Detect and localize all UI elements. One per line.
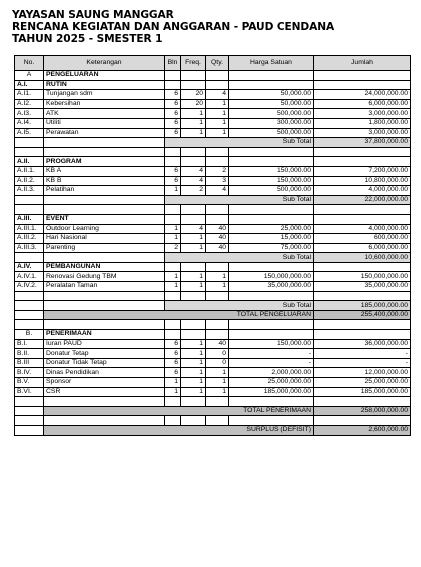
cell-no[interactable]: B.IV.	[15, 368, 44, 378]
table-row	[15, 234, 411, 244]
cell-no[interactable]	[15, 320, 44, 330]
col-header-harga[interactable]: Harga Satuan	[229, 56, 314, 71]
cell-harga[interactable]	[229, 320, 314, 330]
cell-no[interactable]	[15, 397, 44, 407]
cell-bln[interactable]: 6	[165, 166, 181, 176]
org-name: YAYASAN SAUNG MANGGAR	[12, 9, 174, 21]
table-row	[15, 128, 411, 138]
cell-qty[interactable]: 40	[206, 339, 229, 349]
cell-bln[interactable]: 1	[165, 224, 181, 234]
cell-bln[interactable]: 6	[165, 128, 181, 138]
cell-bln[interactable]: 6	[165, 118, 181, 128]
cell-bln[interactable]: 1	[165, 234, 181, 244]
cell-qty[interactable]: 1	[206, 387, 229, 397]
cell-qty[interactable]: 1	[206, 378, 229, 388]
total-label-cell[interactable]: TOTAL PENERIMAAN	[44, 406, 314, 416]
cell-bln[interactable]	[165, 397, 181, 407]
cell-keterangan[interactable]	[44, 320, 165, 330]
blank-row	[15, 416, 411, 426]
col-header-keterangan[interactable]: Keterangan	[44, 56, 165, 71]
cell-freq[interactable]	[181, 147, 206, 157]
cell-freq[interactable]: 1	[181, 109, 206, 119]
table-row	[15, 166, 411, 176]
cell-bln[interactable]	[165, 147, 181, 157]
cell-freq[interactable]: 1	[181, 272, 206, 282]
cell-harga[interactable]	[229, 330, 314, 340]
cell-no[interactable]: B.III	[15, 358, 44, 368]
group-label[interactable]: PEMBANGUNAN	[44, 262, 165, 272]
cell-freq[interactable]	[181, 291, 206, 301]
cell-keterangan[interactable]: Donatur Tidak Tetap	[44, 358, 165, 368]
cell-jumlah[interactable]	[314, 320, 411, 330]
cell-keterangan[interactable]: Donatur Tetap	[44, 349, 165, 359]
cell-keterangan[interactable]	[44, 195, 165, 205]
cell-jumlah[interactable]: -	[314, 358, 411, 368]
subtotal-label-cell[interactable]: Sub Total	[165, 138, 314, 148]
cell-harga[interactable]: 185,000,000.00	[229, 387, 314, 397]
cell-no[interactable]	[15, 425, 44, 435]
cell-keterangan[interactable]: Tunjangan sdm	[44, 90, 165, 100]
cell-harga[interactable]	[229, 416, 314, 426]
cell-bln[interactable]: 6	[165, 109, 181, 119]
cell-freq[interactable]: 1	[181, 118, 206, 128]
cell-qty[interactable]: 4	[206, 186, 229, 196]
cell-qty[interactable]: 1	[206, 99, 229, 109]
cell-freq[interactable]: 20	[181, 99, 206, 109]
table-row	[15, 224, 411, 234]
cell-no[interactable]	[15, 310, 44, 320]
cell-keterangan[interactable]	[44, 205, 165, 215]
cell-bln[interactable]: 1	[165, 387, 181, 397]
cell-harga[interactable]: 2,000,000.00	[229, 368, 314, 378]
cell-no[interactable]: A.I3.	[15, 109, 44, 119]
section-row	[15, 330, 411, 340]
cell-jumlah[interactable]	[314, 80, 411, 90]
cell-jumlah[interactable]: 3,000,000.00	[314, 109, 411, 119]
cell-bln[interactable]	[165, 205, 181, 215]
group-row	[15, 157, 411, 167]
blank-row	[15, 205, 411, 215]
cell-qty[interactable]: 1	[206, 128, 229, 138]
cell-no[interactable]: A.II.3.	[15, 186, 44, 196]
table-row	[15, 243, 411, 253]
cell-no[interactable]: B.VI.	[15, 387, 44, 397]
cell-freq[interactable]	[181, 157, 206, 167]
total-value[interactable]: 258,000,000.00	[314, 406, 411, 416]
cell-harga[interactable]: 500,000.00	[229, 186, 314, 196]
cell-jumlah[interactable]	[314, 416, 411, 426]
cell-qty[interactable]	[206, 214, 229, 224]
cell-bln[interactable]: 6	[165, 90, 181, 100]
table-row	[15, 387, 411, 397]
cell-freq[interactable]	[181, 320, 206, 330]
total-row	[15, 425, 411, 435]
cell-bln[interactable]: 6	[165, 349, 181, 359]
cell-harga[interactable]	[229, 397, 314, 407]
cell-freq[interactable]: 1	[181, 243, 206, 253]
cell-jumlah[interactable]	[314, 205, 411, 215]
cell-keterangan[interactable]	[44, 301, 165, 311]
cell-no[interactable]	[15, 406, 44, 416]
cell-jumlah[interactable]	[314, 330, 411, 340]
cell-no[interactable]: A.I1.	[15, 90, 44, 100]
total-label-cell[interactable]: TOTAL PENGELUARAN	[44, 310, 314, 320]
col-header-no[interactable]: No.	[15, 56, 44, 71]
total-row	[15, 406, 411, 416]
cell-bln[interactable]: 1	[165, 282, 181, 292]
cell-keterangan[interactable]: Parenting	[44, 243, 165, 253]
cell-freq[interactable]: 1	[181, 339, 206, 349]
cell-qty[interactable]: 1	[206, 368, 229, 378]
cell-qty[interactable]	[206, 205, 229, 215]
subtotal-row	[15, 195, 411, 205]
cell-keterangan[interactable]	[44, 416, 165, 426]
cell-bln[interactable]: 6	[165, 339, 181, 349]
cell-keterangan[interactable]: Iuran PAUD	[44, 339, 165, 349]
cell-harga[interactable]: -	[229, 358, 314, 368]
cell-bln[interactable]: 2	[165, 243, 181, 253]
cell-jumlah[interactable]	[314, 157, 411, 167]
cell-freq[interactable]: 1	[181, 368, 206, 378]
table-row	[15, 90, 411, 100]
table-row	[15, 378, 411, 388]
cell-no[interactable]: B.II.	[15, 349, 44, 359]
cell-qty[interactable]	[206, 157, 229, 167]
table-row	[15, 368, 411, 378]
cell-qty[interactable]	[206, 397, 229, 407]
cell-harga[interactable]: 500,000.00	[229, 109, 314, 119]
cell-no[interactable]: A.IV.2.	[15, 282, 44, 292]
cell-qty[interactable]: 40	[206, 243, 229, 253]
cell-keterangan[interactable]: Perawatan	[44, 128, 165, 138]
cell-harga[interactable]: 150,000.00	[229, 176, 314, 186]
cell-harga[interactable]: 50,000.00	[229, 90, 314, 100]
group-no[interactable]: A.II.	[15, 157, 44, 167]
subtotal-label-cell[interactable]: Sub Total	[165, 253, 314, 263]
blank-row	[15, 291, 411, 301]
cell-keterangan[interactable]: Dinas Pendidikan	[44, 368, 165, 378]
cell-bln[interactable]: 6	[165, 358, 181, 368]
table-row	[15, 109, 411, 119]
cell-no[interactable]	[15, 147, 44, 157]
cell-jumlah[interactable]: 12,000,000.00	[314, 368, 411, 378]
cell-keterangan[interactable]	[44, 138, 165, 148]
table-row	[15, 282, 411, 292]
section-label[interactable]: PENERIMAAN	[44, 330, 165, 340]
cell-keterangan[interactable]: Pelatihan	[44, 186, 165, 196]
cell-no[interactable]: A.IV.1.	[15, 272, 44, 282]
cell-bln[interactable]: 6	[165, 368, 181, 378]
cell-harga[interactable]: 35,000,000.00	[229, 282, 314, 292]
cell-no[interactable]	[15, 205, 44, 215]
cell-freq[interactable]: 1	[181, 387, 206, 397]
subtotal-value[interactable]: 10,600,000.00	[314, 253, 411, 263]
cell-jumlah[interactable]	[314, 262, 411, 272]
table-row	[15, 339, 411, 349]
cell-jumlah[interactable]: 7,200,000.00	[314, 166, 411, 176]
col-header-freq[interactable]: Freq.	[181, 56, 206, 71]
cell-no[interactable]: A.III.3.	[15, 243, 44, 253]
cell-qty[interactable]	[206, 416, 229, 426]
cell-keterangan[interactable]: Hari Nasional	[44, 234, 165, 244]
subtotal-value[interactable]: 37,800,000.00	[314, 138, 411, 148]
period-title: TAHUN 2025 - SMESTER 1	[12, 33, 163, 45]
cell-harga[interactable]: 25,000,000.00	[229, 378, 314, 388]
cell-jumlah[interactable]: 25,000,000.00	[314, 378, 411, 388]
cell-jumlah[interactable]: 10,800,000.00	[314, 176, 411, 186]
group-no[interactable]: A.IV.	[15, 262, 44, 272]
cell-freq[interactable]	[181, 397, 206, 407]
subtotal-label-cell[interactable]: Sub Total	[165, 195, 314, 205]
cell-qty[interactable]: 3	[206, 176, 229, 186]
cell-harga[interactable]: -	[229, 349, 314, 359]
total-value[interactable]: 255,400,000.00	[314, 310, 411, 320]
cell-no[interactable]	[15, 301, 44, 311]
group-no[interactable]: A.III.	[15, 214, 44, 224]
group-label[interactable]: EVENT	[44, 214, 165, 224]
cell-no[interactable]	[15, 195, 44, 205]
cell-no[interactable]: A.I2.	[15, 99, 44, 109]
group-label[interactable]: RUTIN	[44, 80, 165, 90]
subtotal-value[interactable]: 22,000,000.00	[314, 195, 411, 205]
cell-no[interactable]: A.II.1.	[15, 166, 44, 176]
cell-freq[interactable]: 4	[181, 176, 206, 186]
cell-keterangan[interactable]: KB B	[44, 176, 165, 186]
cell-keterangan[interactable]: ATK	[44, 109, 165, 119]
table-row	[15, 176, 411, 186]
cell-keterangan[interactable]: CSR	[44, 387, 165, 397]
cell-qty[interactable]: 2	[206, 166, 229, 176]
cell-bln[interactable]: 6	[165, 176, 181, 186]
group-no[interactable]: A.I.	[15, 80, 44, 90]
cell-keterangan[interactable]: Sponsor	[44, 378, 165, 388]
cell-keterangan[interactable]: Renovasi Gedung TBM	[44, 272, 165, 282]
blank-row	[15, 147, 411, 157]
cell-jumlah[interactable]: -	[314, 349, 411, 359]
cell-freq[interactable]	[181, 71, 206, 81]
cell-jumlah[interactable]: 1,800,000.00	[314, 118, 411, 128]
cell-qty[interactable]: 1	[206, 109, 229, 119]
cell-bln[interactable]	[165, 416, 181, 426]
table-row	[15, 272, 411, 282]
subtotal-row	[15, 138, 411, 148]
cell-qty[interactable]	[206, 320, 229, 330]
group-row	[15, 214, 411, 224]
cell-bln[interactable]	[165, 291, 181, 301]
cell-keterangan[interactable]: Peralatan Taman	[44, 282, 165, 292]
cell-bln[interactable]	[165, 330, 181, 340]
cell-qty[interactable]	[206, 291, 229, 301]
cell-jumlah[interactable]: 185,000,000.00	[314, 387, 411, 397]
cell-keterangan[interactable]	[44, 253, 165, 263]
cell-freq[interactable]	[181, 330, 206, 340]
section-label[interactable]: PENGELUARAN	[44, 71, 165, 81]
cell-freq[interactable]: 4	[181, 166, 206, 176]
cell-freq[interactable]: 20	[181, 90, 206, 100]
subtotal-label-cell[interactable]: Sub Total	[165, 301, 314, 311]
cell-qty[interactable]: 40	[206, 234, 229, 244]
cell-harga[interactable]	[229, 262, 314, 272]
budget-table	[14, 55, 411, 436]
cell-keterangan[interactable]	[44, 291, 165, 301]
cell-harga[interactable]: 150,000.00	[229, 166, 314, 176]
cell-no[interactable]	[15, 138, 44, 148]
total-row	[15, 310, 411, 320]
cell-no[interactable]: A.III.2.	[15, 234, 44, 244]
cell-freq[interactable]	[181, 214, 206, 224]
cell-qty[interactable]: 0	[206, 349, 229, 359]
cell-qty[interactable]: 4	[206, 90, 229, 100]
cell-jumlah[interactable]: 6,000,000.00	[314, 243, 411, 253]
document-header	[12, 9, 417, 45]
cell-qty[interactable]	[206, 262, 229, 272]
subtotal-value[interactable]: 185,000,000.00	[314, 301, 411, 311]
table-row	[15, 99, 411, 109]
cell-freq[interactable]: 1	[181, 234, 206, 244]
cell-freq[interactable]: 1	[181, 128, 206, 138]
cell-jumlah[interactable]	[314, 397, 411, 407]
cell-keterangan[interactable]	[44, 147, 165, 157]
subtotal-row	[15, 301, 411, 311]
section-row	[15, 71, 411, 81]
blank-row	[15, 320, 411, 330]
cell-qty[interactable]: 1	[206, 118, 229, 128]
cell-jumlah[interactable]: 150,000,000.00	[314, 272, 411, 282]
cell-freq[interactable]: 1	[181, 349, 206, 359]
cell-bln[interactable]	[165, 80, 181, 90]
table-row	[15, 186, 411, 196]
cell-harga[interactable]: 500,000.00	[229, 128, 314, 138]
plan-title: RENCANA KEGIATAN DAN ANGGARAN - PAUD CENDANA	[12, 21, 335, 33]
cell-no[interactable]: A.I4.	[15, 118, 44, 128]
cell-jumlah[interactable]: 3,000,000.00	[314, 128, 411, 138]
cell-harga[interactable]: 25,000.00	[229, 224, 314, 234]
cell-qty[interactable]: 1	[206, 282, 229, 292]
cell-bln[interactable]: 1	[165, 186, 181, 196]
cell-freq[interactable]: 1	[181, 378, 206, 388]
cell-freq[interactable]: 2	[181, 186, 206, 196]
cell-keterangan[interactable]: KB A	[44, 166, 165, 176]
cell-harga[interactable]: 150,000.00	[229, 339, 314, 349]
table-row	[15, 118, 411, 128]
cell-harga[interactable]: 300,000.00	[229, 118, 314, 128]
col-header-bln[interactable]: Bln	[165, 56, 181, 71]
cell-qty[interactable]	[206, 147, 229, 157]
cell-jumlah[interactable]: 6,000,000.00	[314, 99, 411, 109]
cell-harga[interactable]: 75,000.00	[229, 243, 314, 253]
cell-qty[interactable]	[206, 330, 229, 340]
cell-freq[interactable]	[181, 80, 206, 90]
cell-jumlah[interactable]: 4,000,000.00	[314, 186, 411, 196]
group-row	[15, 262, 411, 272]
cell-freq[interactable]: 1	[181, 282, 206, 292]
cell-qty[interactable]: 40	[206, 224, 229, 234]
cell-harga[interactable]	[229, 291, 314, 301]
section-no[interactable]: B.	[15, 330, 44, 340]
cell-harga[interactable]	[229, 205, 314, 215]
cell-harga[interactable]	[229, 80, 314, 90]
cell-jumlah[interactable]	[314, 71, 411, 81]
cell-no[interactable]	[15, 291, 44, 301]
cell-harga[interactable]: 50,000.00	[229, 99, 314, 109]
cell-jumlah[interactable]	[314, 291, 411, 301]
group-row	[15, 80, 411, 90]
cell-keterangan[interactable]: Outdoor Learning	[44, 224, 165, 234]
cell-qty[interactable]	[206, 71, 229, 81]
cell-no[interactable]	[15, 253, 44, 263]
cell-jumlah[interactable]	[314, 214, 411, 224]
total-value[interactable]: 2,600,000.00	[314, 425, 411, 435]
cell-jumlah[interactable]: 600,000.00	[314, 234, 411, 244]
cell-jumlah[interactable]	[314, 147, 411, 157]
blank-row	[15, 397, 411, 407]
table-row	[15, 358, 411, 368]
cell-no[interactable]: A.II.2.	[15, 176, 44, 186]
cell-no[interactable]: A.III.1.	[15, 224, 44, 234]
cell-jumlah[interactable]: 36,000,000.00	[314, 339, 411, 349]
cell-qty[interactable]	[206, 80, 229, 90]
cell-freq[interactable]	[181, 262, 206, 272]
cell-freq[interactable]: 1	[181, 358, 206, 368]
cell-jumlah[interactable]: 35,000,000.00	[314, 282, 411, 292]
budget-table-body	[15, 56, 411, 436]
cell-freq[interactable]: 4	[181, 224, 206, 234]
cell-keterangan[interactable]: Utiliti	[44, 118, 165, 128]
cell-bln[interactable]	[165, 71, 181, 81]
cell-freq[interactable]	[181, 416, 206, 426]
cell-harga[interactable]: 15,000.00	[229, 234, 314, 244]
cell-bln[interactable]: 1	[165, 378, 181, 388]
cell-harga[interactable]	[229, 147, 314, 157]
cell-keterangan[interactable]	[44, 397, 165, 407]
cell-bln[interactable]: 1	[165, 272, 181, 282]
cell-bln[interactable]	[165, 157, 181, 167]
section-no[interactable]: A	[15, 71, 44, 81]
cell-harga[interactable]: 150,000,000.00	[229, 272, 314, 282]
column-header-row	[15, 56, 411, 71]
cell-jumlah[interactable]: 4,000,000.00	[314, 224, 411, 234]
cell-bln[interactable]: 6	[165, 99, 181, 109]
cell-harga[interactable]	[229, 71, 314, 81]
col-header-jumlah[interactable]: Jumlah	[314, 56, 411, 71]
cell-harga[interactable]	[229, 157, 314, 167]
cell-keterangan[interactable]: Kebersihan	[44, 99, 165, 109]
cell-jumlah[interactable]: 24,000,000.00	[314, 90, 411, 100]
cell-qty[interactable]: 1	[206, 272, 229, 282]
group-label[interactable]: PROGRAM	[44, 157, 165, 167]
cell-bln[interactable]	[165, 262, 181, 272]
cell-no[interactable]: B.I.	[15, 339, 44, 349]
col-header-qty[interactable]: Qty.	[206, 56, 229, 71]
cell-qty[interactable]: 0	[206, 358, 229, 368]
cell-bln[interactable]	[165, 214, 181, 224]
cell-no[interactable]	[15, 416, 44, 426]
cell-harga[interactable]	[229, 214, 314, 224]
total-label-cell[interactable]: SURPLUS (DEFISIT)	[44, 425, 314, 435]
cell-no[interactable]: B.V.	[15, 378, 44, 388]
cell-bln[interactable]	[165, 320, 181, 330]
table-row	[15, 349, 411, 359]
subtotal-row	[15, 253, 411, 263]
cell-freq[interactable]	[181, 205, 206, 215]
cell-no[interactable]: A.I5.	[15, 128, 44, 138]
